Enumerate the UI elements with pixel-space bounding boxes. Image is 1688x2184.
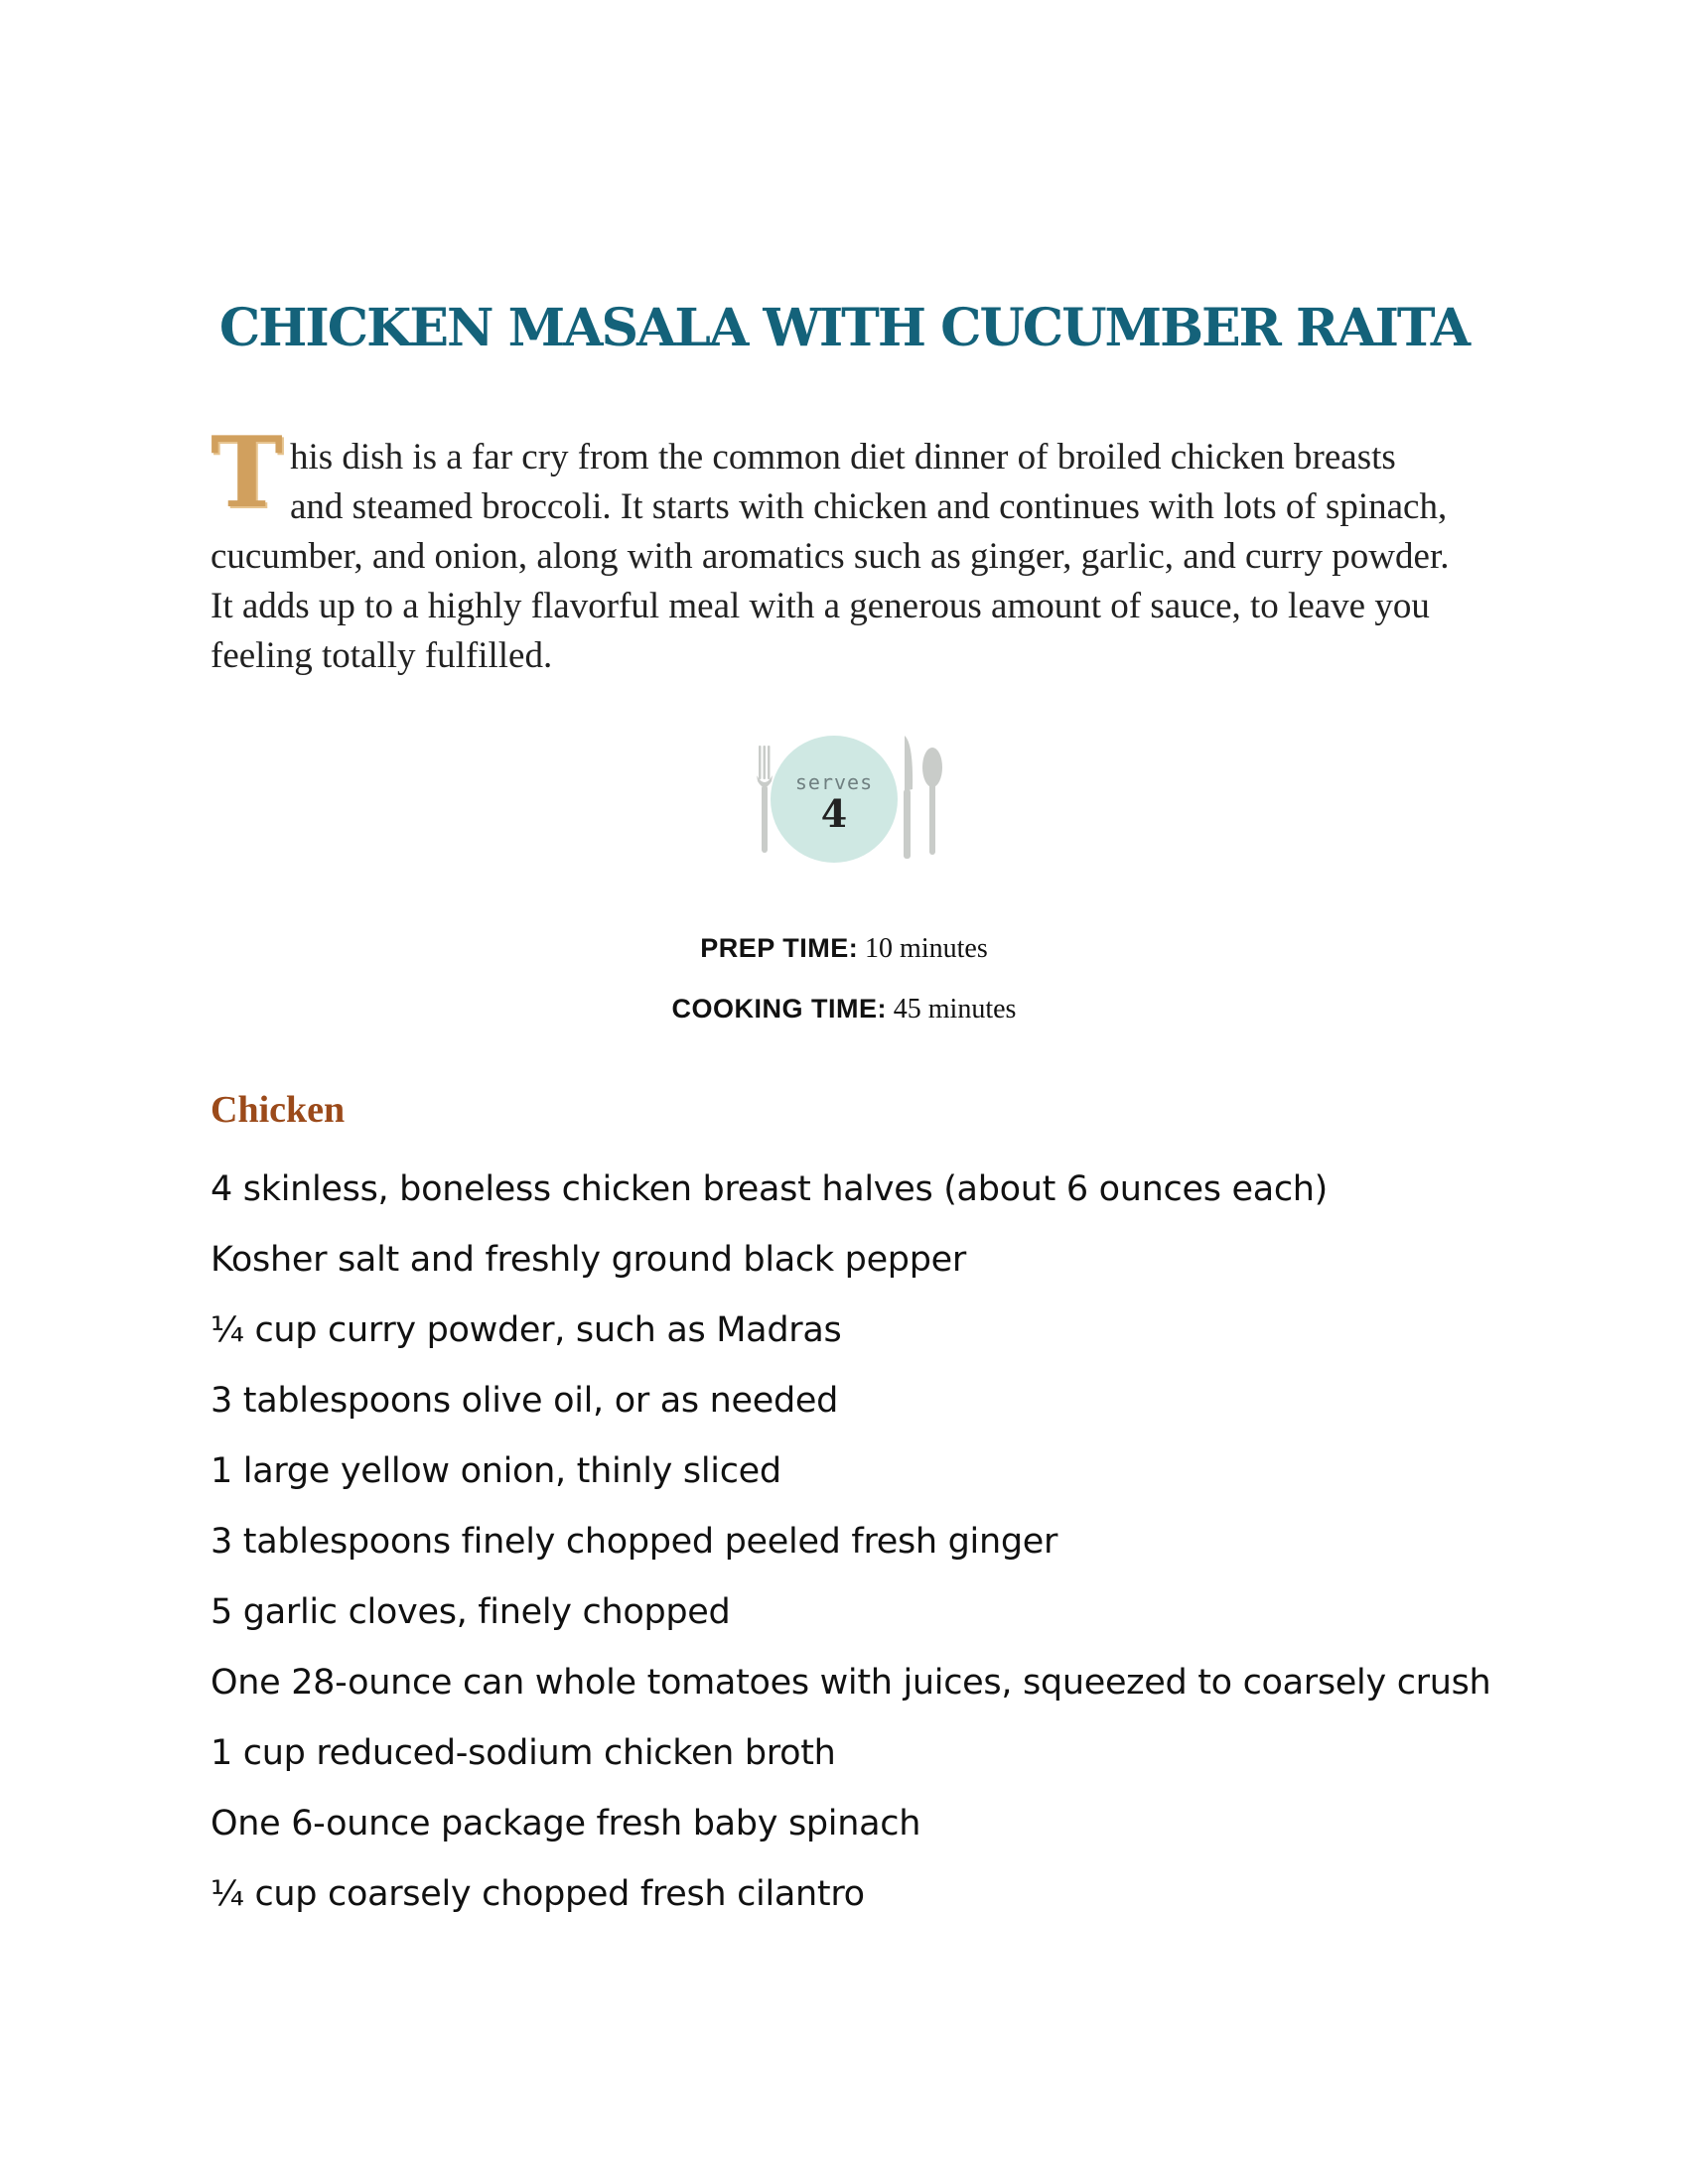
section-heading-chicken: Chicken	[211, 1089, 346, 1131]
fork-icon	[757, 746, 773, 853]
drop-cap	[211, 416, 284, 530]
cooking-time	[0, 994, 1688, 1025]
serves-badge	[751, 730, 949, 869]
cooking-time-label: COOKING TIME:	[671, 994, 888, 1024]
ingredient-item: 5 garlic cloves, finely chopped	[211, 1592, 731, 1632]
prep-time-value: 10 minutes	[865, 933, 988, 964]
ingredient-item: One 28-ounce can whole tomatoes with juices, squeezed to coarsely crush	[211, 1663, 1491, 1703]
ingredient-list	[211, 1155, 1501, 1930]
ingredient-item: Kosher salt and freshly ground black pepper	[211, 1240, 966, 1280]
recipe-intro	[211, 416, 1452, 681]
prep-time	[0, 933, 1688, 965]
ingredient-item: 1 large yellow onion, thinly sliced	[211, 1451, 781, 1491]
ingredient-item: One 6-ounce package fresh baby spinach	[211, 1804, 921, 1843]
ingredient-item: 4 skinless, boneless chicken breast halves (about 6 ounces each)	[211, 1169, 1329, 1209]
serves-label: serves	[794, 770, 874, 794]
plate-and-utensils-icon	[751, 730, 949, 869]
ingredient-item: 1 cup reduced-sodium chicken broth	[211, 1733, 836, 1773]
ingredient-item: ¼ cup curry powder, such as Madras	[211, 1310, 842, 1350]
ingredient-item: 3 tablespoons olive oil, or as needed	[211, 1381, 839, 1421]
knife-icon	[904, 736, 913, 859]
spoon-icon	[922, 748, 942, 855]
drop-cap-letter: T	[211, 416, 283, 530]
ingredient-item: ¼ cup coarsely chopped fresh cilantro	[211, 1874, 865, 1914]
recipe-title: CHICKEN MASALA WITH CUCUMBER RAITA	[218, 298, 1470, 358]
ingredient-item: 3 tablespoons finely chopped peeled fresh ginger	[211, 1522, 1058, 1562]
serves-count: 4	[820, 791, 848, 836]
intro-text: his dish is a far cry from the common diet dinner of broiled chicken breasts and steamed broccoli. It starts with chicken and continues with lots of spinach, cucumber, and onion, along with aromatics such as ginger, garlic, and curry powder. It adds up to a highly flavorful meal with a generous amount of sauce, to leave you feeling totally fulfilled.	[211, 437, 1450, 676]
prep-time-label: PREP TIME:	[700, 933, 859, 963]
cooking-time-value: 45 minutes	[893, 994, 1017, 1024]
